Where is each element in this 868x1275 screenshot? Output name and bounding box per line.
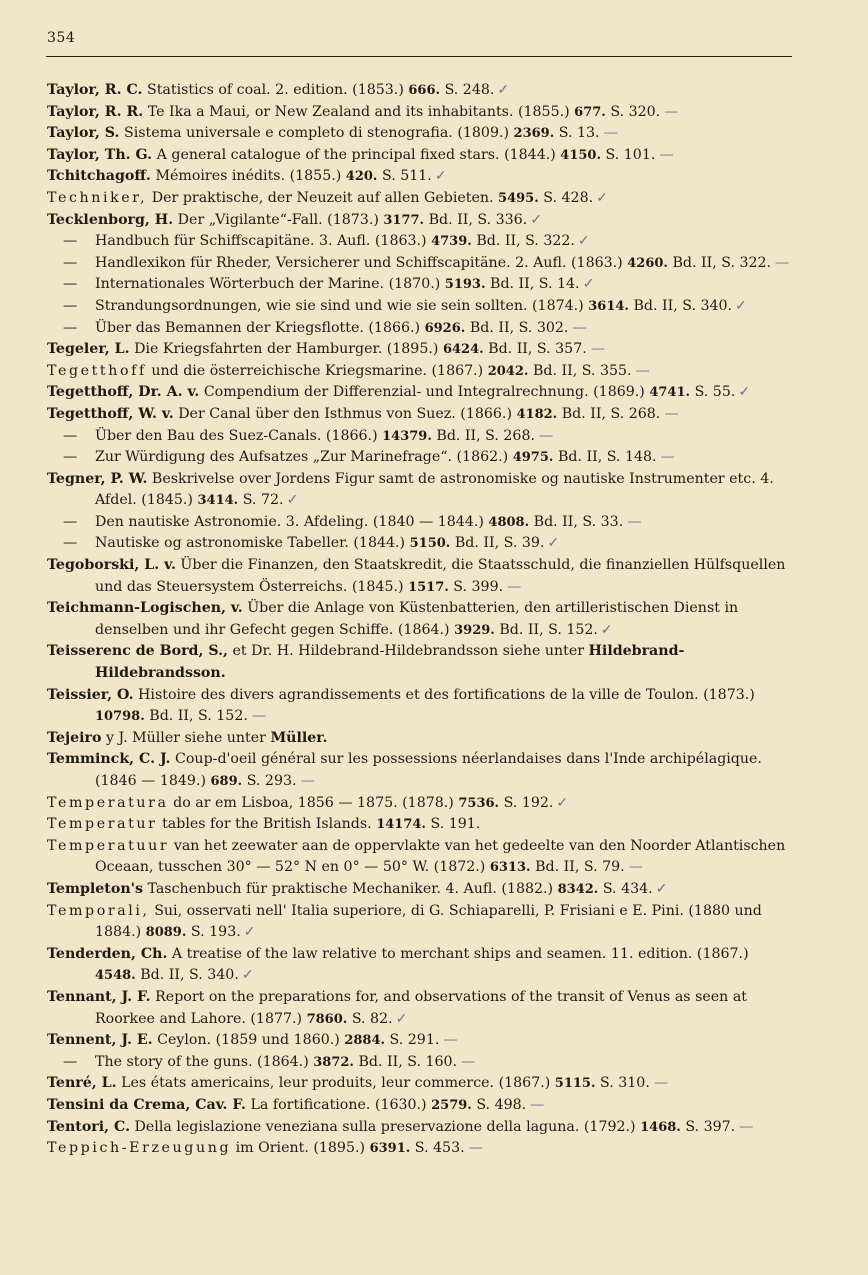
dash-mark-icon: —	[664, 405, 679, 422]
check-mark-icon: ✓	[286, 492, 299, 509]
entry-author: Taylor, Th. G.	[47, 146, 153, 163]
entry-author: Tejeiro	[47, 729, 102, 746]
catalog-entry	[47, 469, 792, 512]
entry-title: Der Canal über den Isthmus von Suez. (1866.)	[178, 405, 512, 422]
entry-title: Te Ika a Maui, or New Zealand and its inhabitants. (1855.)	[147, 103, 570, 120]
page-reference: S. 248.	[444, 82, 495, 98]
check-mark-icon: ✓	[547, 535, 560, 552]
sub-entry	[47, 533, 792, 555]
sub-entry-dash: —	[63, 319, 78, 336]
entry-title: Coup-d'oeil général sur les possessions néerlandaises dans l'Inde archipélagique. (1846 — 1849.)	[95, 751, 762, 789]
catalog-number: 4808.	[488, 514, 530, 530]
check-mark-icon: ✓	[582, 276, 595, 293]
entry-keyword: Temperatuur	[47, 837, 170, 854]
entry-title: Beskrivelse over Jordens Figur samt de astronomiske og nautiske Instrumenter etc. 4. Afdel. (1845.)	[95, 470, 774, 509]
check-mark-icon: ✓	[596, 189, 608, 206]
entry-title: tables for the British Islands.	[162, 816, 372, 833]
catalog-number: 689.	[210, 774, 243, 789]
entry-title: Handlexikon für Rheder, Versicherer und Schiffscapitäne. 2. Aufl. (1863.)	[95, 254, 623, 271]
dash-mark-icon: —	[461, 1053, 476, 1070]
entry-author: Taylor, R. R.	[47, 103, 144, 120]
entry-title: Taschenbuch für praktische Mechaniker. 4. Aufl. (1882.)	[147, 880, 554, 897]
entry-author: Tennant, J. F.	[47, 988, 151, 1005]
catalog-number: 4182.	[516, 406, 558, 422]
dash-mark-icon: —	[739, 1118, 754, 1135]
sub-entry-dash: —	[63, 535, 78, 552]
entry-title: Der praktische, der Neuzeit auf allen Gebieten.	[151, 189, 494, 206]
catalog-entry	[47, 1117, 792, 1139]
catalog-entry	[47, 728, 792, 750]
catalog-number: 6391.	[369, 1141, 411, 1157]
entry-title: A treatise of the law relative to merchant ships and seamen. 11. edition. (1867.)	[171, 945, 749, 962]
catalog-number: 4548.	[95, 968, 136, 984]
catalog-entry	[47, 598, 792, 641]
page-reference: S. 192.	[503, 794, 554, 811]
sub-entry	[47, 447, 792, 469]
entry-title: Über den Bau des Suez-Canals. (1866.)	[95, 427, 378, 444]
page-reference: S. 399.	[453, 578, 504, 595]
catalog-number: 8342.	[557, 881, 599, 897]
entry-author: Tecklenborg, H.	[47, 211, 174, 228]
sub-entry-dash: —	[63, 297, 78, 314]
dash-mark-icon: —	[468, 1140, 483, 1157]
entry-author: Tensini da Crema, Cav. F.	[47, 1096, 246, 1113]
catalog-entry	[47, 145, 792, 167]
entry-author: Temminck, C. J.	[47, 751, 171, 768]
catalog-entry	[47, 879, 792, 901]
page-reference: S. 191.	[430, 816, 481, 833]
page-reference: Bd. II, S. 322.	[476, 233, 575, 250]
catalog-entry	[47, 1073, 792, 1095]
catalog-entry	[47, 1138, 792, 1160]
catalog-entry	[47, 339, 792, 361]
page-reference: S. 193.	[190, 924, 241, 941]
dash-mark-icon: —	[653, 1075, 669, 1092]
page-reference: Bd. II, S. 322.	[672, 254, 772, 271]
entry-text: y J. Müller siehe unter	[105, 729, 266, 746]
entry-title: A general catalogue of the principal fixed stars. (1844.)	[156, 146, 556, 163]
page-reference: Bd. II, S. 39.	[454, 535, 545, 552]
catalog-number: 2369.	[513, 126, 555, 142]
catalog-entry	[47, 1030, 792, 1052]
dash-mark-icon: —	[635, 362, 650, 379]
page-number: 354	[47, 30, 76, 46]
cross-reference: Hildebrand-Hildebrandsson.	[95, 643, 685, 682]
entry-title: Den nautiske Astronomie. 3. Afdeling. (1840 — 1844.)	[95, 513, 484, 530]
catalog-entry	[47, 188, 792, 210]
entry-title: et Dr. H. Hildebrand-Hildebrandsson siehe unter	[232, 643, 585, 660]
entry-author: Tegoborski, L. v.	[47, 557, 176, 574]
catalog-entry	[47, 1095, 792, 1117]
sub-entry	[47, 231, 792, 253]
page-reference: S. 498.	[476, 1096, 527, 1113]
catalog-number: 677.	[574, 104, 606, 120]
sub-entry	[47, 318, 792, 340]
entry-title: The story of the guns. (1864.)	[95, 1053, 309, 1070]
page-reference: S. 82.	[351, 1010, 393, 1027]
catalog-entry	[47, 210, 792, 232]
sub-entry-dash: —	[63, 254, 78, 271]
catalog-entry	[47, 80, 792, 102]
dash-mark-icon: —	[530, 1096, 545, 1113]
catalog-number: 4741.	[649, 385, 691, 401]
entry-author: Taylor, R. C.	[47, 82, 143, 98]
page-reference: Bd. II, S. 357.	[488, 341, 587, 358]
catalog-entry	[47, 102, 792, 124]
sub-entry	[47, 274, 792, 296]
dash-mark-icon: —	[251, 708, 267, 725]
page-reference: S. 55.	[694, 384, 736, 401]
catalog-number: 14174.	[376, 817, 426, 833]
page-reference: S. 72.	[242, 492, 284, 509]
dash-mark-icon: —	[507, 578, 522, 595]
sub-entry	[47, 296, 792, 318]
page-reference: Bd. II, S. 302.	[469, 319, 569, 336]
dash-mark-icon: —	[628, 859, 643, 876]
catalog-entry	[47, 685, 792, 728]
catalog-entry	[47, 987, 792, 1030]
entry-title: und die österreichische Kriegsmarine. (1867.)	[151, 362, 484, 379]
entry-title: Handbuch für Schiffscapitäne. 3. Aufl. (1863.)	[95, 233, 427, 250]
entry-keyword: Techniker,	[47, 189, 148, 206]
entry-title: Zur Würdigung des Aufsatzes „Zur Marinefrage“. (1862.)	[95, 449, 509, 466]
sub-entry-dash: —	[63, 427, 78, 444]
catalog-number: 1517.	[408, 579, 449, 595]
catalog-number: 2884.	[344, 1033, 386, 1049]
page-reference: S. 434.	[602, 880, 653, 897]
page-reference: S. 310.	[600, 1075, 650, 1092]
catalog-number: 14379.	[382, 428, 432, 444]
entry-author: Tenderden, Ch.	[47, 945, 168, 962]
sub-entry-dash: —	[63, 1053, 78, 1070]
page-reference: Bd. II, S. 160.	[358, 1053, 458, 1070]
entry-keyword: Temporali,	[47, 902, 150, 919]
catalog-number: 4739.	[431, 234, 472, 250]
check-mark-icon: ✓	[497, 82, 510, 98]
entry-title: Ceylon. (1859 und 1860.)	[157, 1032, 340, 1049]
entry-title: Sui, osservati nell' Italia superiore, di G. Schiaparelli, P. Frisiani e E. Pini. (1880 und 1884.)	[95, 902, 762, 941]
entry-title: Les états americains, leur produits, leur commerce. (1867.)	[121, 1075, 551, 1092]
page-reference: S. 453.	[414, 1140, 465, 1157]
entry-author: Tegetthoff, Dr. A. v.	[47, 384, 200, 401]
sub-entry	[47, 253, 792, 275]
catalog-number: 6424.	[442, 342, 484, 358]
entry-author: Tenré, L.	[47, 1075, 117, 1092]
sub-entry-dash: —	[63, 233, 78, 250]
catalog-number: 6313.	[489, 860, 531, 876]
catalog-number: 10798.	[95, 709, 145, 725]
entry-title: van het zeewater aan de oppervlakte van het gedeelte van den Noorder Atlantischen Oceaan, tusschen 30° — 52° N en 0° — 50° W. (1872.)	[95, 837, 786, 876]
catalog-number: 7860.	[306, 1011, 348, 1027]
entry-title: Über das Bemannen der Kriegsflotte. (1866.)	[95, 319, 421, 336]
check-mark-icon: ✓	[735, 297, 747, 314]
dash-mark-icon: —	[572, 319, 587, 336]
entry-title: Nautiske og astronomiske Tabeller. (1844.)	[95, 535, 406, 552]
entry-title: Report on the preparations for, and observations of the transit of Venus as seen at Roorkee and Lahore. (1877.)	[95, 988, 747, 1027]
catalog-number: 7536.	[458, 795, 500, 811]
catalog-number: 3872.	[313, 1054, 354, 1070]
entry-title: Der „Vigilante“-Fall. (1873.)	[177, 211, 379, 228]
dash-mark-icon: —	[603, 125, 618, 142]
catalog-number: 4150.	[560, 147, 602, 163]
entry-author: Templeton's	[47, 880, 143, 897]
entry-title: Della legislazione veneziana sulla preservazione della laguna. (1792.)	[134, 1118, 636, 1135]
entry-list	[47, 80, 792, 1160]
entry-title: Statistics of coal. 2. edition. (1853.)	[146, 82, 404, 98]
check-mark-icon: ✓	[241, 967, 254, 984]
catalog-number: 2579.	[431, 1097, 472, 1113]
entry-title: Mémoires inédits. (1855.)	[155, 168, 342, 185]
entry-title: Über die Anlage von Küstenbatterien, den artilleristischen Dienst in denselben und ihr Gefecht gegen Schiffe. (1864.)	[95, 600, 739, 638]
dash-mark-icon: —	[538, 427, 554, 444]
catalog-entry	[47, 166, 792, 188]
page-reference: S. 428.	[543, 189, 594, 206]
check-mark-icon: ✓	[395, 1010, 408, 1027]
page-reference: S. 291.	[389, 1032, 440, 1049]
catalog-entry	[47, 944, 792, 987]
entry-author: Teisserenc de Bord, S.,	[47, 643, 228, 660]
page-reference: S. 397.	[685, 1118, 736, 1135]
dash-mark-icon: —	[660, 449, 675, 466]
sub-entry	[47, 426, 792, 448]
page-reference: Bd. II, S. 340.	[140, 967, 239, 984]
page-reference: S. 101.	[605, 146, 656, 163]
dash-mark-icon: —	[659, 146, 674, 163]
catalog-number: 5115.	[554, 1076, 596, 1092]
dash-mark-icon: —	[443, 1032, 458, 1049]
catalog-entry	[47, 901, 792, 944]
entry-author: Tentori, C.	[47, 1118, 131, 1135]
entry-author: Tegner, P. W.	[47, 470, 148, 487]
page-reference: Bd. II, S. 355.	[532, 362, 632, 379]
catalog-number: 6926.	[424, 320, 466, 336]
catalog-entry	[47, 749, 792, 792]
dash-mark-icon: —	[300, 773, 315, 789]
sub-entry-dash: —	[63, 513, 78, 530]
entry-author: Tegetthoff, W. v.	[47, 405, 174, 422]
catalog-number: 3414.	[197, 493, 239, 509]
catalog-number: 4260.	[627, 255, 668, 271]
catalog-number: 3929.	[454, 622, 495, 638]
page-reference: Bd. II, S. 268.	[561, 405, 661, 422]
catalog-entry	[47, 793, 792, 815]
catalog-number: 4975.	[512, 450, 554, 466]
dash-mark-icon: —	[664, 103, 679, 120]
page-reference: S. 320.	[610, 103, 661, 120]
entry-author: Taylor, S.	[47, 125, 120, 142]
sub-entry-dash: —	[63, 276, 78, 293]
page-reference: S. 13.	[558, 125, 600, 142]
check-mark-icon: ✓	[434, 168, 447, 185]
check-mark-icon: ✓	[655, 880, 668, 897]
entry-title: Die Kriegsfahrten der Hamburger. (1895.)	[134, 341, 439, 358]
entry-title: Compendium der Differenzial- und Integralrechnung. (1869.)	[203, 384, 645, 401]
catalog-entry	[47, 361, 792, 383]
entry-author: Tegeler, L.	[47, 341, 130, 358]
dash-mark-icon: —	[590, 341, 605, 358]
entry-author: Tchitchagoff.	[47, 168, 151, 185]
page-reference: S. 511.	[381, 168, 432, 185]
page-reference: S. 293.	[246, 773, 297, 789]
check-mark-icon: ✓	[600, 621, 613, 638]
entry-keyword: Temperatura	[47, 794, 169, 811]
check-mark-icon: ✓	[738, 384, 751, 401]
entry-title: im Orient. (1895.)	[235, 1140, 366, 1157]
entry-title: Internationales Wörterbuch der Marine. (1870.)	[95, 276, 441, 293]
catalog-number: 666.	[408, 83, 441, 98]
check-mark-icon: ✓	[556, 794, 569, 811]
entry-author: Teissier, O.	[47, 686, 134, 703]
sub-entry	[47, 512, 792, 534]
page-reference: Bd. II, S. 33.	[533, 513, 624, 530]
catalog-entry	[47, 814, 792, 836]
entry-keyword: Temperatur	[47, 816, 158, 833]
page-reference: Bd. II, S. 148.	[557, 449, 657, 466]
catalog-entry	[47, 382, 792, 404]
catalog-entry	[47, 641, 792, 684]
catalog-number: 1468.	[640, 1119, 681, 1135]
page-reference: Bd. II, S. 336.	[428, 211, 528, 228]
header-rule	[46, 56, 792, 57]
catalog-number: 420.	[345, 169, 378, 185]
catalog-number: 5193.	[444, 277, 486, 293]
dash-mark-icon: —	[775, 254, 790, 271]
sub-entry	[47, 1052, 792, 1074]
page-reference: Bd. II, S. 14.	[490, 276, 580, 293]
page-reference: Bd. II, S. 340.	[633, 297, 733, 314]
catalog-number: 2042.	[487, 363, 529, 379]
check-mark-icon: ✓	[243, 924, 256, 941]
catalog-number: 3614.	[588, 298, 629, 314]
page-reference: Bd. II, S. 79.	[535, 859, 625, 876]
catalog-entry	[47, 123, 792, 145]
check-mark-icon: ✓	[577, 233, 590, 250]
dash-mark-icon: —	[627, 513, 642, 530]
entry-author: Teichmann-Logischen, v.	[47, 600, 243, 617]
catalog-number: 3177.	[383, 212, 425, 228]
check-mark-icon: ✓	[530, 211, 543, 228]
catalog-number: 5495.	[498, 190, 539, 206]
page-reference: Bd. II, S. 268.	[436, 427, 535, 444]
entry-title: La fortificatione. (1630.)	[250, 1096, 427, 1113]
entry-title: Über die Finanzen, den Staatskredit, die Staatsschuld, die finanziellen Hülfsquellen und das Steuersystem Österreichs. (1845.)	[95, 557, 786, 595]
entry-author: Tennent, J. E.	[47, 1032, 153, 1049]
catalog-entry	[47, 404, 792, 426]
entry-keyword: Teppich-Erzeugung	[47, 1140, 232, 1157]
entry-title: Histoire des divers agrandissements et des fortifications de la ville de Toulon. (1873.)	[138, 686, 755, 703]
catalog-entry	[47, 836, 792, 879]
catalog-entry	[47, 555, 792, 598]
catalog-number: 8089.	[145, 925, 187, 941]
page-reference: Bd. II, S. 152.	[499, 621, 598, 638]
sub-entry-dash: —	[63, 449, 78, 466]
entry-title: Strandungsordnungen, wie sie sind und wie sie sein sollten. (1874.)	[95, 297, 584, 314]
catalog-number: 5150.	[409, 536, 451, 552]
entry-title: Sistema universale e completo di stenografia. (1809.)	[124, 125, 510, 142]
page-reference: Bd. II, S. 152.	[149, 708, 248, 725]
entry-title: do ar em Lisboa, 1856 — 1875. (1878.)	[173, 794, 454, 811]
entry-keyword: Tegetthoff	[47, 362, 147, 379]
cross-reference: Müller.	[270, 729, 328, 746]
